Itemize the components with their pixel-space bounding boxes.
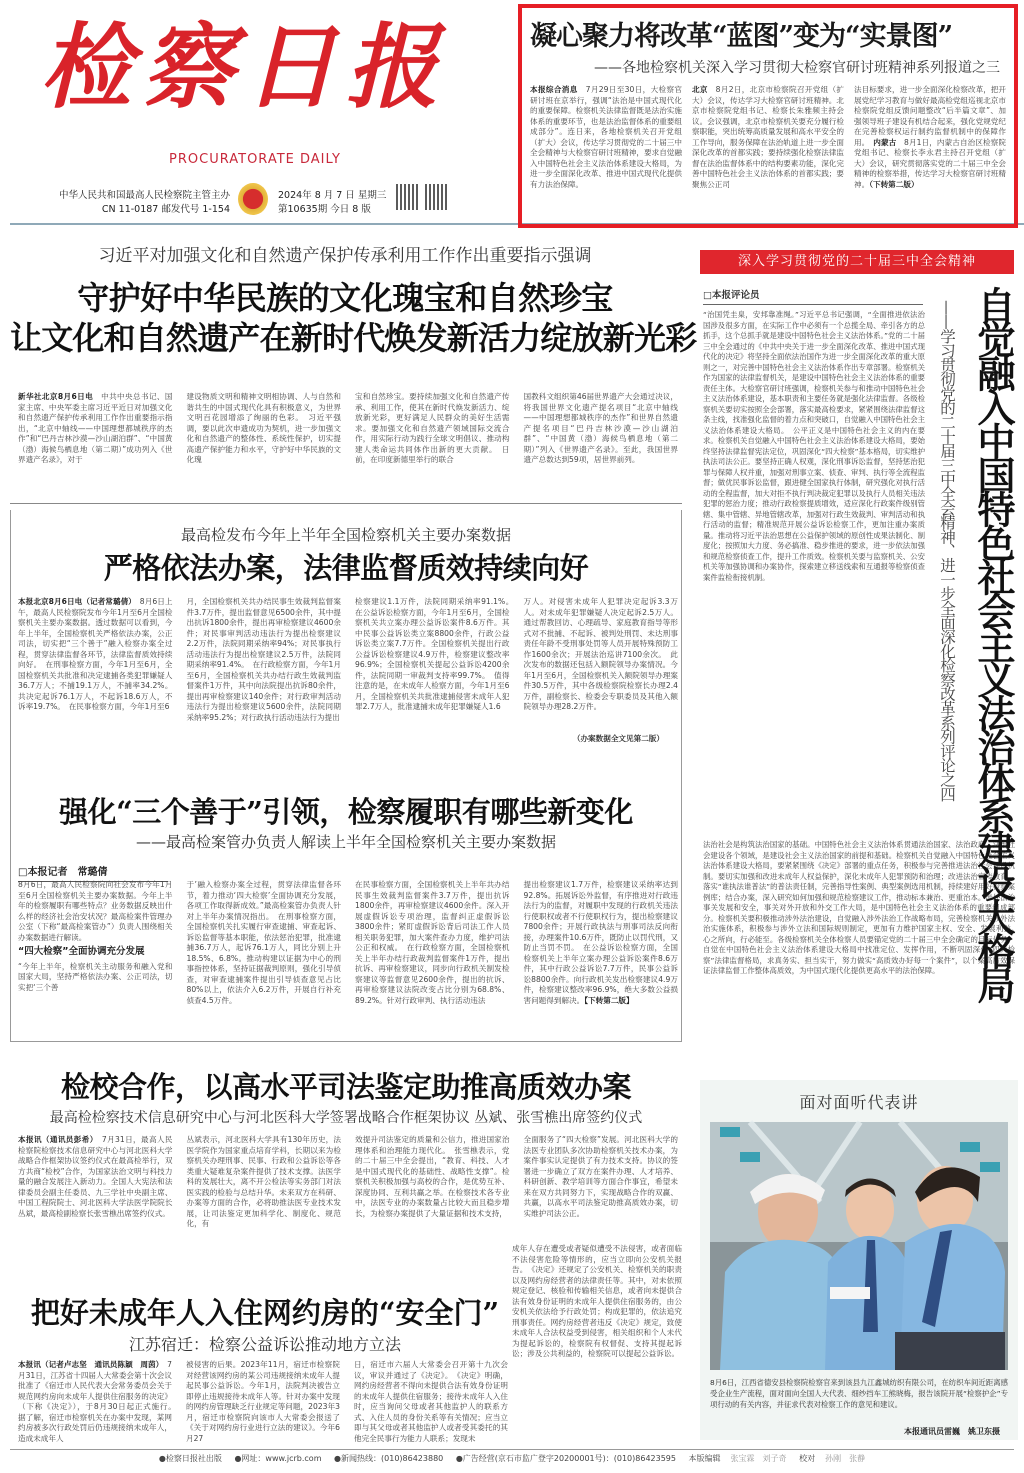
photo-feature-title: 面对面听代表讲	[799, 1093, 919, 1112]
top-story-box[interactable]	[518, 4, 1018, 228]
paragraph: 中共中央总书记、国家主席、中央军委主席习近平近日对加强文化和自然遗产保护传承利用工作作出重要指示指出，“北京中轴线——中国理想都城秩序的杰作”和“巴丹吉林沙漠—沙山湖泊群”、“中国黄（渤）海候鸟栖息地（第二期）”成功列入《世界遗产名录》，对于	[18, 392, 173, 464]
continued-link[interactable]: （办案数据全文见第二版）	[572, 734, 664, 743]
article-column: 月，全国检察机关共办结民事生效裁判监督案件3.7万件，提出监督意见6500余件，其中提出抗诉1800余件，提出再审检察建议4600余件；对民事审判活动违法行为提出检察建议2.2万件，法院同期采纳率94%；对民事执行活动违法行为提出检察建议2.5万件，法院同期采纳率91.4%。 在行政检察方面，今年1月至6月，全国检察机关共办结行政生效裁判监督案件1万件，其中向法院提出抗诉80余件，提出再审检察建议140余件；对行政审判活动违法行为提出检察建议5600余件，法院同期采纳率95.2%；对行政执行活动违法行为提出	[186, 597, 341, 722]
dateline: 新华社北京8月6日电	[18, 392, 94, 401]
data-story-headline[interactable]: 严格依法办案，法律监督质效持续向好	[103, 551, 589, 585]
masthead-english-name: PROCURATORATE DAILY	[169, 152, 341, 167]
coop-story-subtitle: 最高检检察技术信息研究中心与河北医科大学签署战略合作框架协议 丛斌、张雪樵出席签约仪式	[49, 1110, 643, 1126]
news-photo[interactable]	[710, 1122, 1008, 1370]
sanshan-story-headline[interactable]: 强化“三个善于”引领，检察履职有哪些新变化	[59, 795, 633, 829]
qr-code-icon[interactable]	[425, 184, 449, 210]
dateline: 北京	[692, 85, 708, 94]
coop-story-headline[interactable]: 检校合作，以高水平司法鉴定助推高质效办案	[60, 1070, 631, 1104]
article-column: 全面服务了“四大检察”发展。河北医科大学的法医专业团队多次协助检察机关技术办案，为案件事实认定提供了有力技术支持。协议的签署进一步确立了双方在案件办理、人才培养、科研创新、教学培训等方面合作事宜，希望未来在双方共同努力下，实现战略合作的双赢、共赢，以高水平司法鉴定助推高质效办案，切实维护司法公正。	[523, 1135, 678, 1218]
dateline: 本报讯（记者卢志坚 通讯员陈颖 周茵）	[18, 1360, 160, 1369]
article-column	[18, 1135, 173, 1231]
footer-divider	[10, 1449, 1014, 1450]
masthead-logo: 检察日报	[40, 13, 449, 121]
minor-story-headline[interactable]: 把好未成年人入住网约房的“安全门”	[30, 1296, 500, 1330]
cn-code-text: CN 11-0187 邮发代号 1-154	[101, 204, 230, 215]
minor-story-subtitle: 江苏宿迁：检察公益诉讼推动地方立法	[128, 1335, 401, 1354]
footer-editor-label: 本版编辑	[688, 1454, 721, 1463]
article-column	[18, 880, 173, 1032]
sanshan-story-body	[18, 880, 678, 1032]
article-column	[530, 85, 682, 205]
paragraph: 7月31日，最高人民检察院检察技术信息研究中心与河北医科大学战略合作框架协议签约仪式在最高检举行，双方共商“检校”合作，为国家法治文明与科技力量的融合发展注入新动力。全国人大宪法和法律委员会副主任委员、九三学社中央副主席、中国工程院院士、河北医科大学法医学院院长丛斌，最高检副检察长张雪樵出席签约仪式。	[18, 1135, 173, 1218]
footer-hotline: ●新闻热线：(010)86423880	[334, 1454, 444, 1463]
issue-number: 第10635期 今日 8 版	[278, 204, 371, 215]
commentary-headline[interactable]: 自觉融入中国特色社会主义法治体系建设大格局	[971, 286, 1016, 1000]
heritage-kicker: 习近平对加强文化和自然遗产保护传承利用工作作出重要指示强调	[98, 246, 592, 266]
data-story-kicker: 最高检发布今年上半年全国检察机关主要办案数据	[180, 526, 511, 544]
article-column	[854, 85, 1006, 205]
article-column: 建设物质文明和精神文明相协调、人与自然和谐共生的中国式现代化具有积极意义，为世界文明百花园增添了绚丽的色彩。 习近平强调，要以此次申遗成功为契机，进一步加强文化和自然遗产的整体性、系统性保护，切实提高遗产保护能力和水平，守护好中华民族的文化瑰	[186, 392, 341, 464]
dateline: 本报北京8月6日电（记者常璐倩）	[18, 597, 133, 606]
paragraph: 万人。对侵害未成年人犯罪决定起诉3.3万人。对未成年犯罪嫌疑人决定起诉2.5万人。通过帮教回访、心理疏导、家庭教育指导等形式对不批捕、不起诉、被判处刑罚、未达刑事责任年龄不受刑事处罚等人员开展特殊预防工作1600余次；开展法治巡讲7100余次。 此次发布的数据还包括入额院领导办案情况。今年1月至6月，全国检察机关入额院领导办理案件30.5万件，其中各级检察院检察长办理2.4万件，副检察长、检委会专职委员及其他入额院领导办理28.2万件。	[523, 597, 678, 711]
commentary-subtitle: ——学习贯彻党的二十届三中全会精神、进一步全面深化检察改革系列评论之四	[938, 300, 956, 801]
article-column	[18, 1360, 180, 1443]
article-column: 在民事检察方面，全国检察机关上半年共办结民事生效裁判监督案件3.7万件，提出抗诉1800余件，再审检察建议4600余件。深入开展虚假诉讼专项治理，监督纠正虚假诉讼3800余件；紧盯虚假诉讼背后司法工作人员相关职务犯罪，加大案件查办力度，维护司法公正和权威。 在行政检察方面，全国检察机关上半年办结行政裁判监督案件1万件，提出抗诉、再审检察建议，同步向行政机关制发检察建议等监督意见2600余件，提出的抗诉、再审检察建议法院改变占比分别为68.8%、89.2%。针对行政审判、执行活动违法	[355, 880, 510, 1005]
article-column: 于’融入检察办案全过程，贯穿法律监督各环节，着力推动‘四大检察’全面协调充分发展，各项工作取得新成效。”最高检案管办负责人针对上半年办案情况指出。 在刑事检察方面，全国检察机关扎实履行审查逮捕、审查起诉、诉讼监督等基本职能，依法惩治犯罪，批准逮捕36.7万人，起诉76.1万人，同比分别上升18.5%、6.8%。推动构建以证据为中心的刑事指控体系，坚持证据裁判原则，强化引导侦查，对审查逮捕案件提出引导侦查意见占比80%以上，依法介入6.2万件，开展自行补充侦查4.5万件。	[186, 880, 341, 1005]
paragraph: 8月6日，最高人民检察院向社会发布今年1月至6月全国检察机关主要办案数据。今年上半年的检察履职有哪些特点？业务数据反映出什么样的经济社会治安状况？最高检案件管理办公室（下称“最高检案管办”）负责人围绕相关办案数据进行解读。	[18, 880, 173, 942]
section-banner: 深入学习贯彻党的二十届三中全会精神	[700, 250, 1014, 274]
footer-ads: ●广告经营(京石市监广登字20200001号)：(010)86423595	[455, 1454, 676, 1463]
paragraph: 7月31日，江苏省十四届人大常委会第十次会议批准了《宿迁市人民代表大会常务委员会关于规范网约房向未成年人提供住宿服务的决定》（下称《决定》），于8月30日起正式施行。 据了解，宿迁市检察机关在办案中发现，某网约房被多次行政处罚后仍违规接纳未成年人，造成未成年人	[18, 1360, 180, 1443]
top-story-body	[530, 85, 1006, 205]
article-column: 宝和自然珍宝。要持续加强文化和自然遗产传承、利用工作，使其在新时代焕发新活力、绽放新光彩，更好满足人民群众的美好生活需求。要加强文化和自然遗产领域国际交流合作，用实际行动为践行全球文明倡议、推动构建人类命运共同体作出新的更大贡献。 日前，在印度新德里举行的联合	[355, 392, 510, 464]
dateline: 本报综合消息	[530, 85, 578, 94]
paragraph: 8月1日，内蒙古自治区检察院党组书记、检察长李永君主持召开党组（扩大）会议，研究贯彻落实党的二十届三中全会精神的检察举措，传达学习大检察官研讨班精神。	[854, 137, 1007, 189]
top-story-subtitle: ——各地检察机关深入学习贯彻大检察官研讨班精神系列报道之三	[594, 60, 1000, 76]
heritage-body	[18, 392, 678, 500]
masthead-issue-info	[278, 189, 388, 217]
byline: □本报评论员	[703, 287, 923, 305]
paragraph: 7月29日至30日，大检察官研讨班在京举行，强调“法治是中国式现代化的重要保障。检察机关法律监督既是法治实施体系的重要环节，也是法治监督体系的重要组成部分”。连日来，各地检察机关召开党组（扩大）会议，传达学习贯彻党的二十届三中全会精神与大检察官研讨班精神，要求自觉融入中国特色社会主义法治体系建设大格局，为进一步全面深化改革、推进中国式现代化提供有力法治保障。	[530, 85, 683, 189]
data-story-body	[18, 597, 678, 745]
article-column: 检察建议1.1万件，法院同期采纳率91.1%。 在公益诉讼检察方面，今年1月至6月，全国检察机关共立案办理公益诉讼案件8.6万件。其中民事公益诉讼类立案8800余件，行政公益诉讼类立案7.7万件。全国检察机关提出行政公益诉讼检察建议4.9万件，检察建议整改率96.9%；全国检察机关提起公益诉讼4200余件，法院同期一审裁判支持率99.7%。 值得注意的是，在未成年人检察方面，今年1月至6月，全国检察机关共批准逮捕侵害未成年人犯罪2.7万人，批准逮捕未成年犯罪嫌疑人1.6	[355, 597, 518, 711]
article-column: 效提升司法鉴定的质量和公信力，推进国家治理体系和治理能力现代化。 张雪樵表示，党的二十届三中全会提出，“教育、科技、人才是中国式现代化的基础性、战略性支撑”。检察机关积极加强与高校的合作，是优势互补、深度协同、互利共赢之举。在检察技术各专业中，法医专业的办案数量占比较大而且稳步增长，为检察办案提供了大量证据和技术支持，	[355, 1135, 510, 1218]
dateline: 内蒙古	[873, 137, 897, 147]
paragraph: 8月6日上午，最高人民检察院发布今年1月至6月全国检察机关主要办案数据。透过数据可以看到，今年上半年，全国检察机关严格依法办案，公正司法，切实把“三个善于”融入检察办案全过程，贯穿法律监督各环节，法律监督质效持续向好。 在刑事检察方面，今年1月至6月，全国检察机关共批准和决定逮捕各类犯罪嫌疑人36.7万人；不捕19.1万人，不捕率34.2%。共决定起诉76.1万人，不起诉18.6万人，不诉率19.7%。 在民事检察方面，今年1月至6	[18, 597, 173, 711]
paragraph: 提出检察建议1.7万件，检察建议采纳率达到92.8%。拓展诉讼外监督，有序推进对行政违法行为的监督，对履职中发现的行政机关违法行使职权或者不行使职权行为，提出检察建议7800余件；开展行政执法与刑事司法反向衔接，办理案件10.6万件，既防止以罚代刑，又防止当罚不罚。 在公益诉讼检察方面，全国检察机关上半年立案办理公益诉讼案件8.6万件，其中行政公益诉讼7.7万件，民事公益诉讼8800余件。向行政机关发出检察建议4.9万件，检察建议整改率96.9%，绝大多数公益损害问题得到解决。	[523, 880, 678, 1005]
masthead-publisher-info	[50, 189, 230, 217]
page-footer	[10, 1453, 1014, 1464]
sponsor-text: 中华人民共和国最高人民检察院主管主办	[58, 190, 230, 201]
article-column	[524, 597, 679, 745]
continued-link[interactable]: 【下转第二版】	[584, 995, 634, 1005]
coop-story-body	[18, 1135, 678, 1231]
issue-date: 2024年 8 月 7 日 星期三	[278, 190, 387, 201]
article-column: 国教科文组织第46届世界遗产大会通过决议，将我国世界文化遗产提名项目“北京中轴线——中国理想都城秩序的杰作”和世界自然遗产提名项目“巴丹吉林沙漠—沙山湖泊群”、“中国黄（渤）海候鸟栖息地（第二期）”列入《世界遗产名录》。至此，我国世界遗产总数达到59项，居世界前列。	[523, 392, 678, 464]
footer-editors: 张宝霖 刘子奇	[730, 1454, 787, 1463]
heritage-headline-2[interactable]: 让文化和自然遗产在新时代焕发新活力绽放新光彩	[10, 319, 697, 357]
continued-link[interactable]: （下转第二版）	[869, 179, 919, 189]
footer-proof-label: 校对	[799, 1454, 816, 1463]
heritage-headline-1[interactable]: 守护好中华民族的文化瑰宝和自然珍宝	[77, 279, 613, 317]
photo-caption: 8月6日，江西省德安县检察院检察官来到该县九江鑫城纺织有限公司，在纺织车间近距离感受企业生产流程，面对面向全国人大代表、细纱挡车工熊晓梅，报告该院开展“检察护企”专项行动的有关内容，并征求代表对检察工作的意见和建议。	[710, 1378, 1008, 1409]
minor-story-body	[18, 1360, 508, 1443]
photo-illustration	[710, 1122, 1008, 1370]
article-column	[692, 85, 844, 205]
section-divider	[10, 503, 682, 504]
byline: □本报记者 常璐倩	[18, 863, 168, 882]
article-column: 日，宿迁市六届人大常委会召开第十九次会议，审议并通过了《决定》。 《决定》明确，网约房经营者不得向未提供合法有效身份证明的未成年人提供住宿服务；接待未成年人入住时，应当询问父母或者其他监护人的联系方式、入住人员的身份关系等有关情况；应当立即与其父母或者其他监护人或者受其委托的其他完全民事行为能力人联系；发现未	[354, 1360, 508, 1443]
footer-website[interactable]: ●网址：www.jcrb.com	[234, 1454, 322, 1463]
paragraph: 8月2日，北京市检察院召开党组（扩大）会议，传达学习大检察官研讨班精神。北京市检察院党组书记、检察长朱雅频主持会议。会议强调，北京市检察机关要充分履行检察职能，突出统筹高质量发展和高水平安全的工作导向，服务保障在法治轨道上进一步全面深化改革的首都实践；要持续强化检察法律监督在法治监督体系中的结构要素功能，深化完善中国特色社会主义法治体系的首都实践；要聚焦公正司	[692, 85, 844, 189]
paragraph: “今年上半年，检察机关主动服务和融入党和国家大局，坚持严格依法办案、公正司法，切实把‘三个善	[18, 961, 173, 992]
commentary-body: “治国凭圭臬，安邦靠准绳。”习近平总书记强调，“全面推进依法治国涉及很多方面，在实际工作中必须有一个总揽全局、牵引各方的总抓手，这个总抓手就是建设中国特色社会主义法治体系。”党的二十届三中全会通过的《中共中央关于进一步全面深化改革、推进中国式现代化的决定》将坚持全面依法治国作为进一步全面深化改革的重大原则之一，对完善中国特色社会主义法治体系作出专章部署。检察机关作为国家的法律监督机关，是建设中国特色社会主义法治体系的重要责任主体。大检察官研讨班强调，检察机关参与和推动中国特色社会主义法治体系建设，基本职责和主要任务就是强化法律监督。各级检察机关要切实按照全会部署，落实最高检要求，紧紧围绕法律监督这条主线，找准强化监督的着力点和突破口，自觉融入中国特色社会主义法治体系建设大格局。 公平正义是中国特色社会主义的内在要求。检察机关自觉融入中国特色社会主义法治体系建设大格局，要始终坚持法律监督宪法定位，巩固深化“四大检察”基本格局，切实维护执法司法公正。要坚持正确人权观，深化刑事诉讼监督，坚持惩治犯罪与保障人权并重，加强对刑事立案、侦查、审判、执行等全流程监督；做优民事诉讼监督，跟进健全国家执行体制，研究强化对执行活动的全程监督，加大对拒不执行判决裁定犯罪以及执行人员相关违法犯罪的惩治力度；推动行政检察提质增效，适应深化行政案件级别管辖、集中管辖、异地管辖改革，加强对行政生效裁判、审判活动和执行活动的监督；精准规范开展公益诉讼检察工作，更加注重办案质量。推动将习近平法治思想在公益保护领域的原创性成果法制化、制度化；按照加大力度、务必搞准、稳步推进的要求，进一步依法加强和规范检察侦查工作，提升工作质效。检察机关要与监察机关、公安机关等加强协调和办案协作，探索建立移送线索和互通报等检察侦查案件监检衔接机制。	[703, 310, 925, 582]
dateline: 本报讯（通讯员彭希）	[18, 1135, 94, 1144]
article-column: 成年人存在遭受或者疑似遭受不法侵害，或者面临不法侵害危险等情形的，应当立即向公安机关报告。 《决定》还规定了公安机关、检察机关的职责以及网约房经营者的法律责任等。其中，对未依照规定登记、核验和传输相关信息，或者向未提供合法有效身份证明的未成年人提供住宿服务的，由公安机关依法给予行政处罚；构成犯罪的，依法追究刑事责任。网约房经营者违反《决定》规定，致使未成年人合法权益受到侵害，相关组织和个人未代为提起诉讼的，检察院有权督促、支持其提起诉讼；涉及公共利益的，检察院可以提起公益诉讼。	[512, 1244, 682, 1358]
sanshan-story-subtitle: ——最高检案管办负责人解读上半年全国检察机关主要办案数据	[135, 833, 556, 851]
footer-proofers: 孙刚 张静	[825, 1454, 866, 1463]
article-column	[18, 392, 173, 500]
article-column	[524, 880, 679, 1032]
qr-code-icon[interactable]	[396, 184, 420, 210]
national-emblem-icon	[238, 183, 268, 215]
article-column	[18, 597, 173, 745]
footer-publisher: ●检察日报社出版	[158, 1454, 222, 1463]
article-column: 丛斌表示，河北医科大学具有130年历史，法医学院作为国家重点培育学科，长期以来为检察机关办理刑事、民事、行政和公益诉讼等各类重大疑难复杂案件提供了技术支撑。法医学科的发展壮大，离不开公检法等实务部门对法医实践的检验与总结升华。未来双方在科研、办案等方面的合作，必将助推法医专业技术发展，让司法鉴定更加科学化、制度化、规范化，有	[186, 1135, 341, 1228]
commentary-body-continued: 法治社会是构筑法治国家的基础。中国特色社会主义法治体系贯通法治国家、法治政府、法治社会建设各个领域，是建设社会主义法治国家的前提和基础。检察机关自觉融入中国特色社会主义法治体系建设大格局，要紧紧围绕《决定》部署的重点任务，积极参与完善推进法治社会建设机制。要切实加强和改进未成年人权益保护，深化未成年人犯罪预防和治理；改进法治宣传教育，落实“谁执法谁普法”的普法责任制，完善指导性案例、典型案例选用机制，持续建好用好检察案例库；结合办案，深入研究如何加强和规范检察建议工作，推动标本兼治、更重治本。涉外法治事关发展和安全，事关对外开放和外交工作大局，是中国特色社会主义法治体系的重要组成部分。检察机关要积极推动涉外法治建设，自觉融入涉外法治工作战略布局，完善检察机关涉外法治实施体系，积极参与涉外立法和国际规则制定，更加有力维护国家主权、安全、发展利益。 心之所向，行必能至。各级检察机关全体检察人员要锚定党的二十届三中全会确定的目标任务，自觉在中国特色社会主义法治体系建设大格局中找准定位、发挥作用，不断巩固深化“四大检察”法律监督格局，求真务实、担当实干，努力做实“高质效办好每一个案件”，以个案高质效保证法律监督工作整体高质效，为中国式现代化提供更高水平的法治保障。	[703, 840, 1023, 975]
article-column: 被侵害的后果。2023年11月，宿迁市检察院对经营该网约房的某公司违规接纳未成年人提起民事公益诉讼。今年1月，法院判决被告立即停止违规接待未成年人等。针对办案中发现的网约房管理缺乏行业规定等问题，2023年3月，宿迁市检察院向该市人大常委会报送了《关于对网约房行业进行立法的建议》。今年6月27	[186, 1360, 340, 1443]
paragraph: 法目标要求，进一步全面深化检察改革，把开展党纪学习教育与做好最高检党组巡视北京市检察院党组反馈问题整改“后半篇文章”、加强领导班子建设有机结合起来，强化党规党纪在完善检察权运行制约监督机制中的保障作用。	[854, 85, 1006, 147]
section-heading: “四大检察”全面协调充分发展	[18, 946, 145, 957]
photo-credit: 本报通讯员雷巍 姚卫东摄	[904, 1427, 1000, 1436]
top-story-headline[interactable]: 凝心聚力将改革“蓝图”变为“实景图”	[530, 21, 953, 52]
